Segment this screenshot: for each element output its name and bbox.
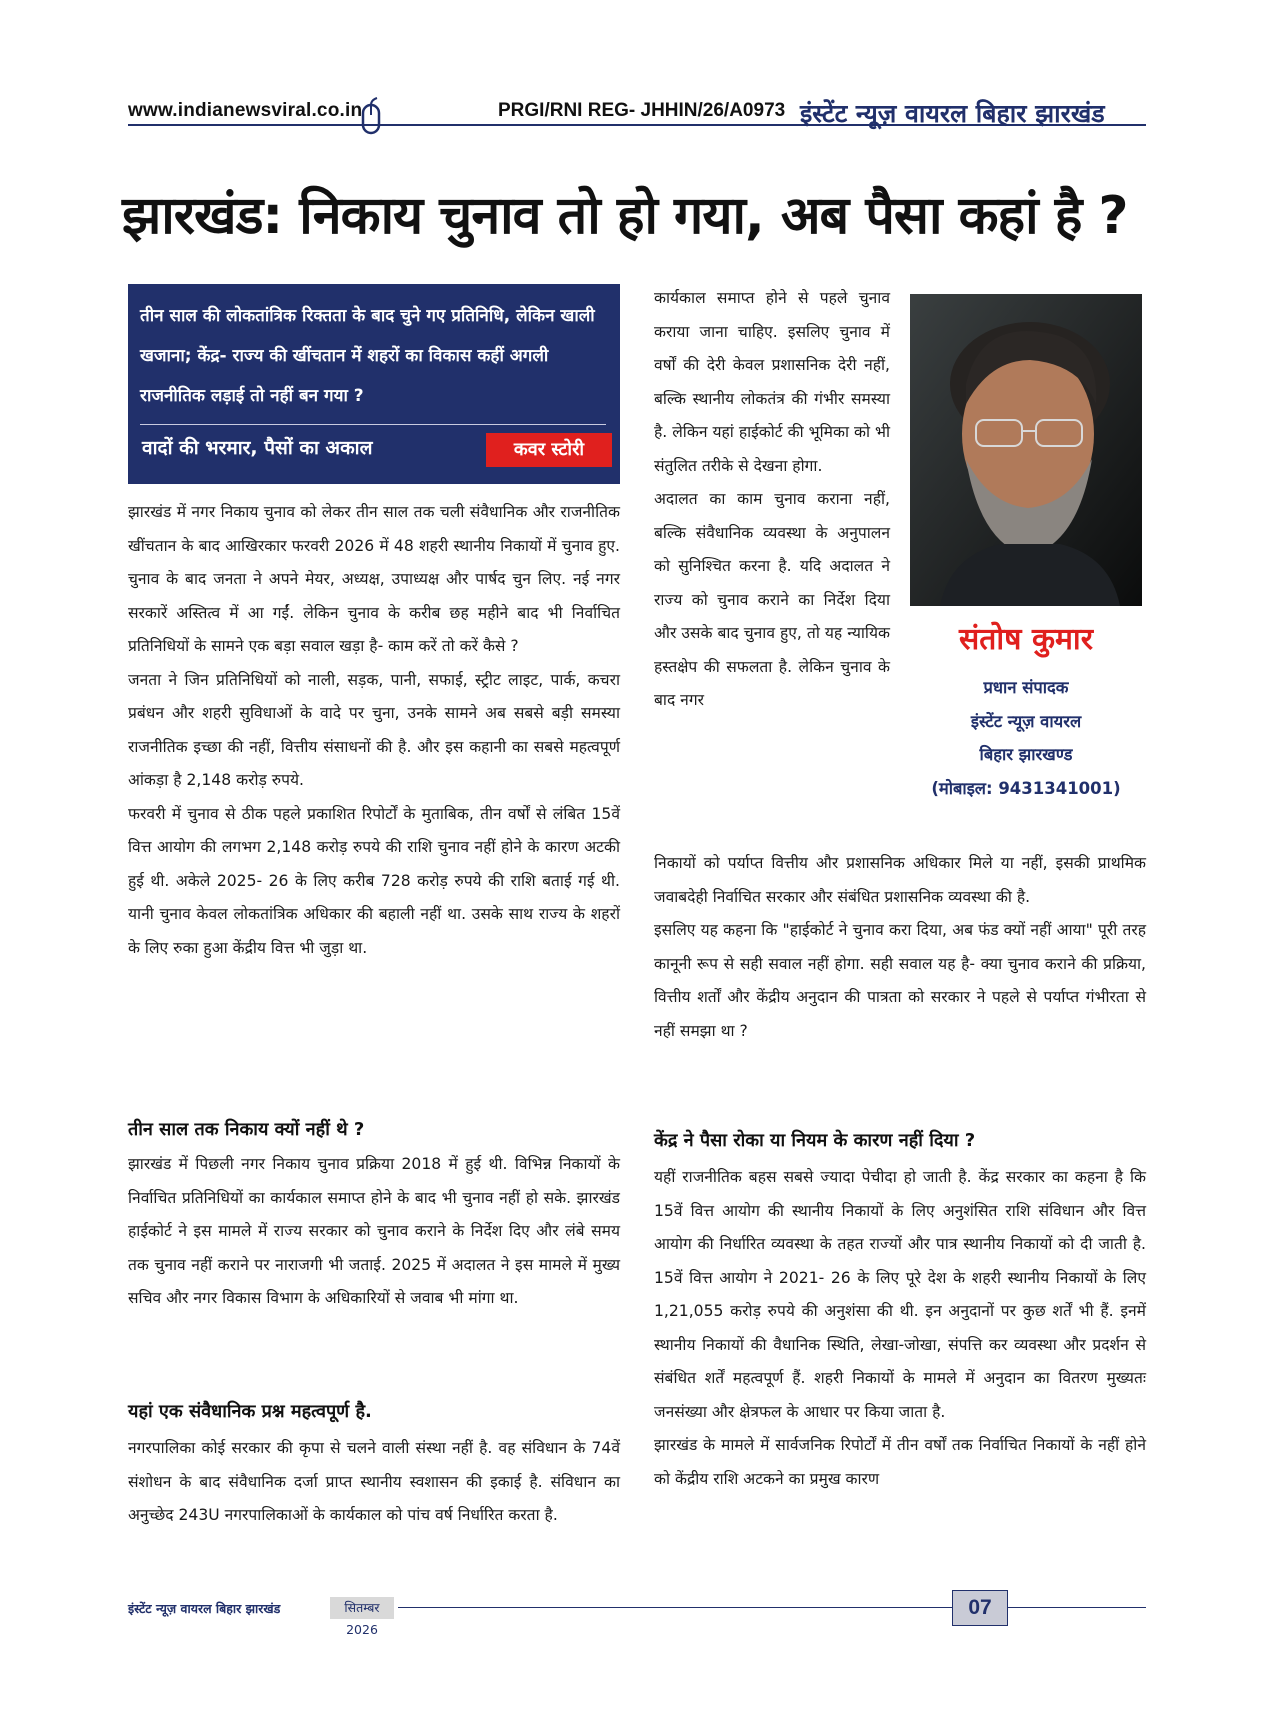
author-details	[890, 671, 1162, 805]
paragraph: कार्यकाल समाप्त होने से पहले चुनाव कराया जाना चाहिए. इसलिए चुनाव में वर्षों की देरी केवल प्रशासनिक देरी नहीं, बल्कि स्थानीय लोकतंत्र की गंभीर समस्या है. लेकिन यहां हाईकोर्ट की भूमिका को भी संतुलित तरीके से देखना होगा.	[654, 289, 890, 475]
right-column-narrow	[654, 282, 890, 718]
footer-month: सितम्बर 2026	[330, 1597, 394, 1619]
left-column	[128, 496, 620, 965]
paragraph: नगरपालिका कोई सरकार की कृपा से चलने वाली संस्था नहीं है. वह संविधान के 74वें संशोधन के बाद संवैधानिक दर्जा प्राप्त स्थानीय स्वशासन की इकाई है. संविधान का अनुच्छेद 243U नगरपालिकाओं के कार्यकाल को पांच वर्ष निर्धारित करता है.	[128, 1439, 620, 1524]
footer-rule	[398, 1607, 1146, 1608]
masthead-rule	[128, 124, 1146, 126]
author-mobile: (मोबाइल: 9431341001)	[931, 778, 1121, 798]
paragraph: झारखंड में पिछली नगर निकाय चुनाव प्रक्रिया 2018 में हुई थी. विभिन्न निकायों के निर्वाचित प्रतिनिधियों का कार्यकाल समाप्त होने के बाद भी चुनाव नहीं हो सके. झारखंड हाईकोर्ट ने इस मामले में राज्य सरकार को चुनाव कराने के निर्देश दिए और लंबे समय तक चुनाव नहीं कराने पर नाराजगी भी जताई. 2025 में अदालत ने इस मामले में मुख्य सचिव और नगर विकास विभाग के अधिकारियों से जवाब भी मांगा था.	[128, 1155, 620, 1307]
section-heading: यहां एक संवैधानिक प्रश्न महत्वपूर्ण है.	[128, 1401, 372, 1422]
paragraph: झारखंड के मामले में सार्वजनिक रिपोर्टों में तीन वर्षों तक निर्वाचित निकायों के नहीं होने को केंद्रीय राशि अटकने का प्रमुख कारण	[654, 1436, 1146, 1488]
author-organization: इंस्टेंट न्यूज़ वायरल	[970, 711, 1082, 731]
right-column-wide	[654, 847, 1146, 1048]
paragraph: यहीं राजनीतिक बहस सबसे ज्यादा पेचीदा हो जाती है. केंद्र सरकार का कहना है कि 15वें वित्त आयोग की स्थानीय निकायों के लिए अनुशंसित राशि संविधान और वित्त आयोग की निर्धारित व्यवस्था के तहत राज्यों और पात्र स्थानीय निकायों को दी जाती है. 15वें वित्त आयोग ने 2021- 26 के लिए पूरे देश के शहरी स्थानीय निकायों के लिए 1,21,055 करोड़ रुपये की अनुशंसा की थी. इन अनुदानों पर कुछ शर्तें भी हैं. इनमें स्थानीय निकायों की वैधानिक स्थिति, लेखा-जोखा, संपत्ति कर व्यवस्था और प्रदर्शन से संबंधित शर्तें महत्वपूर्ण हैं. शहरी निकायों के मामले में अनुदान का वितरण मुख्यतः जनसंख्या और क्षेत्रफल के आधार पर किया जाता है.	[654, 1168, 1147, 1421]
deck-tagline: वादों की भरमार, पैसों का अकाल	[142, 437, 373, 459]
left-column-section-2	[128, 1148, 620, 1316]
masthead-brand: इंस्टेंट न्यूज़ वायरल बिहार झारखंड	[800, 99, 1105, 128]
deck-divider	[140, 424, 606, 425]
registration-number: PRGI/RNI REG- JHHIN/26/A0973	[498, 100, 786, 121]
deck-box	[128, 284, 620, 484]
paragraph: झारखंड में नगर निकाय चुनाव को लेकर तीन साल तक चली संवैधानिक और राजनीतिक खींचतान के बाद आखिरकार फरवरी 2026 में 48 शहरी स्थानीय निकायों में चुनाव हुए. चुनाव के बाद जनता ने अपने मेयर, अध्यक्ष, उपाध्यक्ष और पार्षद चुन लिए. नई नगर सरकारें अस्तित्व में आ गईं. लेकिन चुनाव के करीब छह महीने बाद भी निर्वाचित प्रतिनिधियों के सामने एक बड़ा सवाल खड़ा है- काम करें तो करें कैसे ?	[128, 503, 620, 655]
paragraph: इसलिए यह कहना कि "हाईकोर्ट ने चुनाव करा दिया, अब फंड क्यों नहीं आया" पूरी तरह कानूनी रूप से सही सवाल नहीं होगा. सही सवाल यह है- क्या चुनाव कराने की प्रक्रिया, वित्तीय शर्तों और केंद्रीय अनुदान की पात्रता को सरकार ने पहले से पर्याप्त गंभीरता से नहीं समझा था ?	[654, 921, 1146, 1040]
paragraph: जनता ने जिन प्रतिनिधियों को नाली, सड़क, पानी, सफाई, स्ट्रीट लाइट, पार्क, कचरा प्रबंधन और शहरी सुविधाओं के वादे पर चुना, उनके सामने अब सबसे बड़ी समस्या राजनीतिक इच्छा की नहीं, वित्तीय संसाधनों की है. और इस कहानी का सबसे महत्वपूर्ण आंकड़ा है 2,148 करोड़ रुपये.	[128, 670, 620, 789]
right-column-section-2	[654, 1161, 1146, 1496]
author-role: प्रधान संपादक	[983, 678, 1069, 697]
page-number: 07	[952, 1590, 1008, 1626]
footer-brand: इंस्टेंट न्यूज़ वायरल बिहार झारखंड	[128, 1601, 281, 1616]
site-url: www.indianewsviral.co.in	[128, 100, 363, 121]
section-heading: तीन साल तक निकाय क्यों नहीं थे ?	[128, 1119, 365, 1140]
author-region: बिहार झारखण्ड	[979, 745, 1073, 764]
paragraph: अदालत का काम चुनाव कराना नहीं, बल्कि संवैधानिक व्यवस्था के अनुपालन को सुनिश्चित करना है. यदि अदालत ने राज्य को चुनाव कराने का निर्देश दिया और उसके बाद चुनाव हुए, तो यह न्यायिक हस्तक्षेप की सफलता है. लेकिन चुनाव के बाद नगर	[654, 490, 890, 709]
paragraph: फरवरी में चुनाव से ठीक पहले प्रकाशित रिपोर्टों के मुताबिक, तीन वर्षों से लंबित 15वें वित्त आयोग की लगभग 2,148 करोड़ रुपये की राशि चुनाव नहीं होने के कारण अटकी हुई थी. अकेले 2025- 26 के लिए करीब 728 करोड़ रुपये की राशि बताई गई थी. यानी चुनाव केवल लोकतांत्रिक अधिकार की बहाली नहीं था. उसके साथ राज्य के शहरों के लिए रुका हुआ केंद्रीय वित्त भी जुड़ा था.	[128, 804, 620, 957]
section-heading: केंद्र ने पैसा रोका या नियम के कारण नहीं दिया ?	[654, 1130, 976, 1151]
cover-story-badge: कवर स्टोरी	[486, 433, 612, 467]
paragraph: निकायों को पर्याप्त वित्तीय और प्रशासनिक अधिकार मिले या नहीं, इसकी प्राथमिक जवाबदेही निर्वाचित सरकार और संबंधित प्रशासनिक व्यवस्था की है.	[654, 854, 1146, 906]
page-headline: झारखंड: निकाय चुनाव तो हो गया, अब पैसा कहां है ?	[122, 186, 1128, 246]
deck-text: तीन साल की लोकतांत्रिक रिक्तता के बाद चुने गए प्रतिनिधि, लेकिन खाली खजाना; केंद्र- राज्य की खींचतान में शहरों का विकास कहीं अगली राजनीतिक लड़ाई तो नहीं बन गया ?	[140, 306, 595, 406]
author-photo	[910, 294, 1142, 606]
mouse-icon	[360, 97, 382, 137]
author-name: संतोष कुमार	[959, 622, 1093, 657]
left-column-section-3	[128, 1432, 620, 1533]
